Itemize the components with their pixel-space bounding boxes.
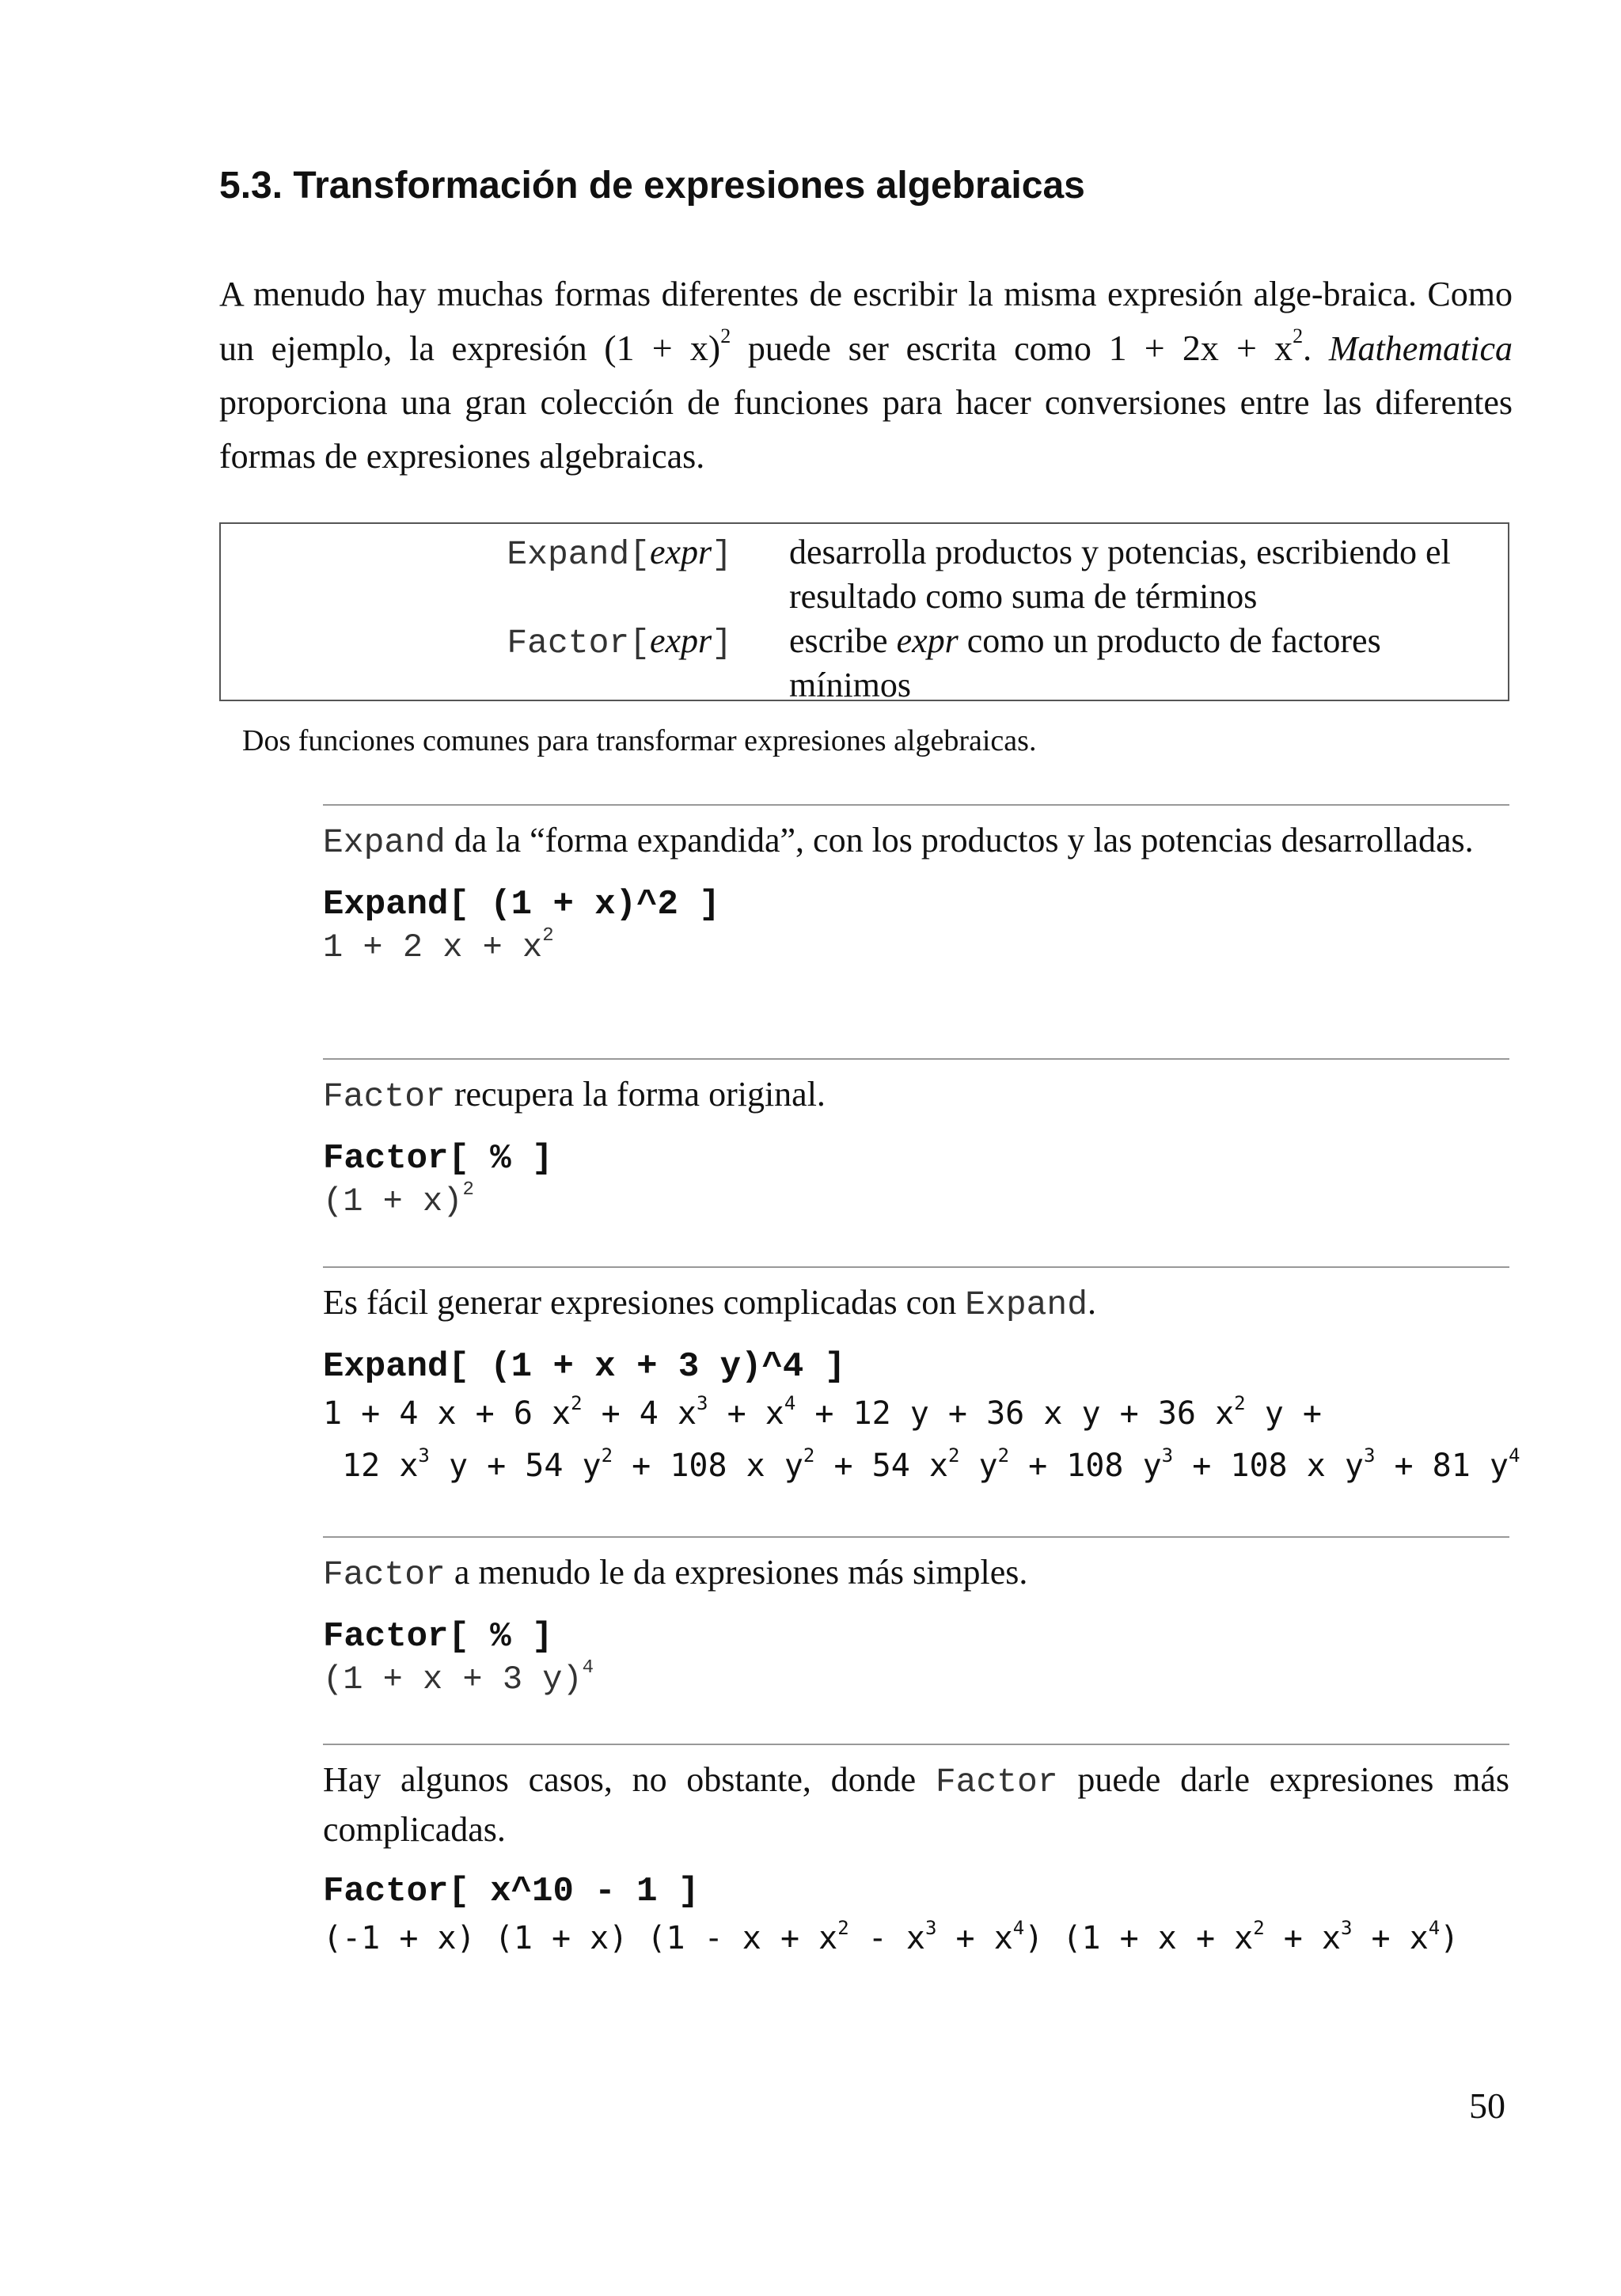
intro-paragraph: A menudo hay muchas formas diferentes de escribir la misma expresión alge-braica. Como un ejemplo, la expresión $(1 + x)^2$ puede ser escrita como $1 + 2x + x^2$. Mathematica proporciona una gran colección de funciones para hacer conversiones entre las diferentes formas de expresiones algebraicas. <box>219 275 1513 476</box>
output-line: 1 + 2 $x + x^2$ <box>323 925 554 966</box>
function-description: desarrolla productos y potencias, escribiendo el resultado como suma de términos <box>789 533 1451 616</box>
mathematica-emphasis: Mathematica <box>1328 329 1513 368</box>
function-description: escribe expr como un producto de factores mínimos <box>789 621 1381 704</box>
notebook-cell <box>323 1536 1509 1702</box>
output-line: (1 + x + 3 y)$^4$ <box>323 1657 594 1698</box>
cell-text: Factor recupera la forma original. <box>323 1075 826 1116</box>
input-line: Expand[ (1 + x)^2 ] <box>323 885 720 924</box>
table-caption: Dos funciones comunes para transformar expresiones algebraicas. <box>242 724 1037 757</box>
input-line: Expand[ (1 + x + 3 y)^4 ] <box>323 1347 846 1387</box>
notebook-cell <box>323 1058 1509 1224</box>
output-line: 1 + 4 x + 6 $x^2 + 4$ $x^3 + x^4 + 12$ y + 36 x y + 36 $x^2$ y + <box>323 1392 1322 1432</box>
math-expression: $1 + 2x + x^2$ <box>1108 324 1304 368</box>
page-number: 50 <box>1469 2085 1505 2126</box>
notebook-cell <box>323 804 1509 970</box>
cell-text: Factor a menudo le da expresiones más simples. <box>323 1553 1028 1594</box>
cell-text: Es fácil generar expresiones complicadas con Expand. <box>323 1283 1097 1324</box>
output-line: 12 $x^3$ y + 54 $y^2 + 108$ x $y^2 + 54$ $x^2$ $y^2 + 108$ $y^3 + 108$ x $y^3 + 81$ $y^4$ <box>323 1444 1520 1484</box>
notebook-cell <box>323 1266 1520 1492</box>
section-heading: 5.3. Transformación de expresiones algebraicas <box>219 165 1085 207</box>
functions-table <box>219 522 1509 704</box>
cell-text: Expand da la “forma expandida”, con los productos y las potencias desarrolladas. <box>323 821 1474 862</box>
function-signature: Expand[expr] <box>507 533 732 574</box>
input-line: Factor[ % ] <box>323 1139 553 1178</box>
math-expression: $(1 + x)^2$ <box>604 324 731 368</box>
function-signature: Factor[expr] <box>507 621 732 662</box>
output-line: $(1 + x)^2$ <box>323 1179 474 1220</box>
notebook-cell <box>323 1744 1509 1964</box>
output-line: (-1 + x) (1 + x) $(1 - x + x^2 - x^3 + x^4)$ $(1 + x + x^2 + x^3 + x^4)$ <box>323 1917 1460 1956</box>
input-line: Factor[ % ] <box>323 1617 553 1657</box>
cell-text: Hay algunos casos, no obstante, donde Factor puede darle expresiones más complicadas. <box>323 1760 1510 1849</box>
input-line: Factor[ x^10 - 1 ] <box>323 1872 700 1911</box>
